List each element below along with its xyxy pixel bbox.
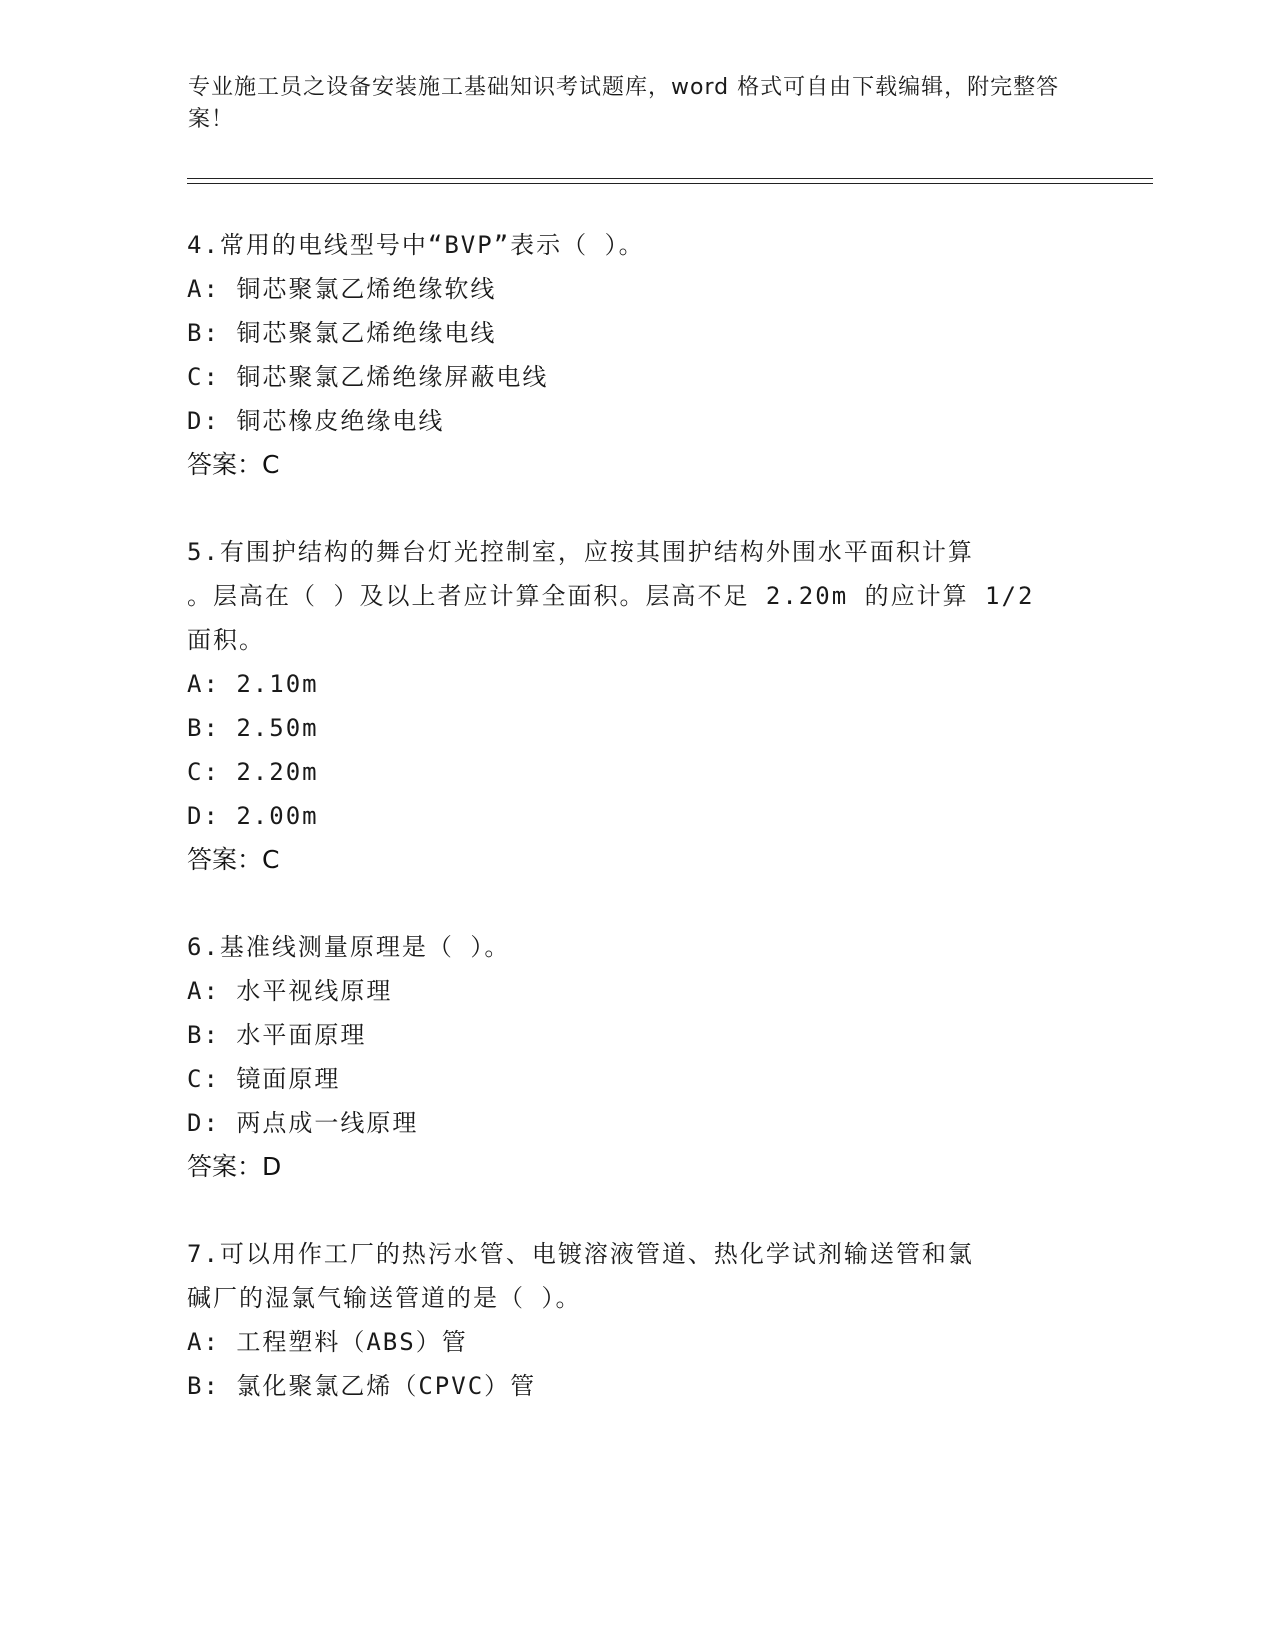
question-4-option-a: A: 铜芯聚氯乙烯绝缘软线 (187, 275, 497, 303)
question-5-stem-line-3: 面积。 (187, 626, 265, 654)
question-6-option-c: C: 镜面原理 (187, 1065, 341, 1093)
question-7-stem-line-2: 碱厂的湿氯气输送管道的是（ ）。 (187, 1284, 582, 1312)
question-5-option-a: A: 2.10m (187, 670, 319, 698)
header-text: 专业施工员之设备安装施工基础知识考试题库，word 格式可自由下载编辑，附完整答案！ (188, 75, 1060, 132)
question-5-option-c: C: 2.20m (187, 758, 319, 786)
question-4-answer: 答案：C (187, 450, 280, 479)
question-6-option-b: B: 水平面原理 (187, 1021, 367, 1049)
header-divider-bottom (187, 183, 1153, 184)
document-header (188, 72, 1088, 136)
question-5-stem-line-2: 。层高在（ ）及以上者应计算全面积。层高不足 2.20m 的应计算 1/2 (187, 582, 1035, 610)
question-5-option-b: B: 2.50m (187, 714, 319, 742)
question-6-stem: 6.基准线测量原理是（ ）。 (187, 933, 511, 961)
question-5-option-d: D: 2.00m (187, 802, 319, 830)
question-6-option-a: A: 水平视线原理 (187, 977, 393, 1005)
header-divider-top (187, 178, 1153, 179)
question-4-option-b: B: 铜芯聚氯乙烯绝缘电线 (187, 319, 497, 347)
question-4-option-c: C: 铜芯聚氯乙烯绝缘屏蔽电线 (187, 363, 549, 391)
question-7-stem-line-1: 7.可以用作工厂的热污水管、电镀溶液管道、热化学试剂输送管和氯 (187, 1240, 974, 1268)
question-4-stem: 4.常用的电线型号中“BVP”表示（ ）。 (187, 231, 645, 259)
question-7-option-a: A: 工程塑料（ABS）管 (187, 1328, 468, 1356)
question-4-option-d: D: 铜芯橡皮绝缘电线 (187, 407, 445, 435)
question-7-option-b: B: 氯化聚氯乙烯（CPVC）管 (187, 1372, 537, 1400)
question-5-answer: 答案：C (187, 845, 280, 874)
question-6-option-d: D: 两点成一线原理 (187, 1109, 419, 1137)
question-6-answer: 答案：D (187, 1152, 282, 1181)
question-5-stem-line-1: 5.有围护结构的舞台灯光控制室，应按其围护结构外围水平面积计算 (187, 538, 974, 566)
